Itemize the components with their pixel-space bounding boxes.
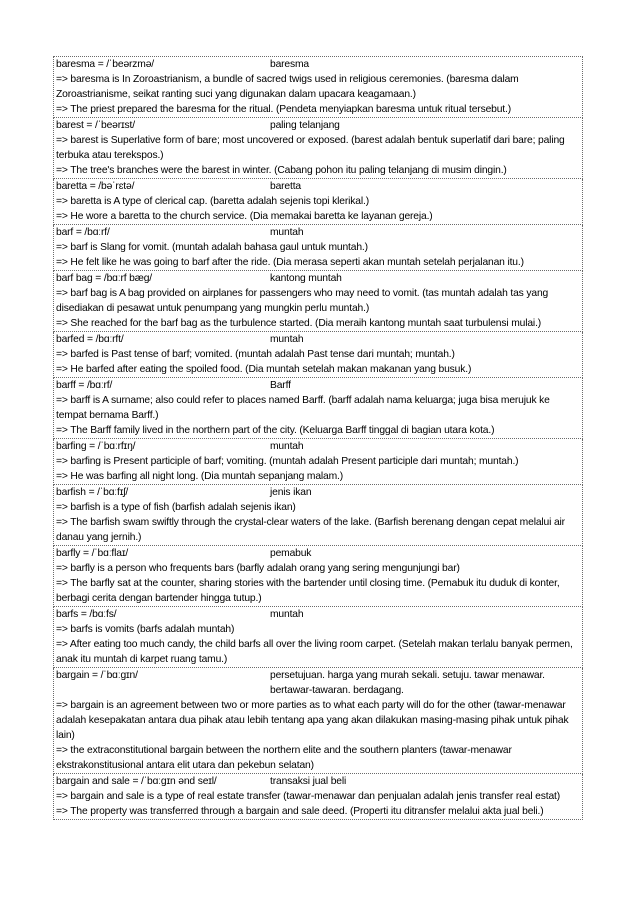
entry-term: bargain and sale = /ˈbɑːgɪn ənd seɪl/	[56, 776, 217, 787]
dictionary-entry	[53, 439, 583, 485]
entry-term: baresma = /ˈbeərzmə/	[56, 59, 155, 70]
dictionary-entry	[53, 546, 583, 607]
entry-definition: => barf bag is A bag provided on airplanes for passengers who may need to vomit. (tas muntah adalah tas yang disediakan di pesawat untuk penumpang yang mungkin perlu muntah.)	[56, 288, 549, 314]
dictionary-entry	[53, 118, 583, 179]
entry-header	[56, 439, 580, 454]
dictionary-entry	[53, 179, 583, 225]
entry-term: barest = /ˈbeərɪst/	[56, 120, 135, 131]
dictionary-entry	[53, 271, 583, 332]
entry-translation: jenis ikan	[270, 487, 312, 498]
entry-definition: => bargain is an agreement between two or more parties as to what each party will do for the other (tawar-menawar adalah kesepakatan antara dua pihak atau lebih tentang apa yang akan dilakukan masing-masing pihak untuk pihak lain)	[56, 700, 569, 741]
entry-translation: paling telanjang	[270, 120, 340, 131]
entry-example: => The property was transferred through a bargain and sale deed. (Properti itu ditransfer melalui akta jual beli.)	[56, 806, 544, 817]
entry-example: => He felt like he was going to barf after the ride. (Dia merasa seperti akan muntah setelah perjalanan itu.)	[56, 257, 524, 268]
entry-header	[56, 332, 580, 347]
entry-header	[56, 57, 580, 72]
entry-term: barf = /bɑːrf/	[56, 227, 110, 238]
dictionary-entry	[53, 332, 583, 378]
entry-definition: => baresma is In Zoroastrianism, a bundle of sacred twigs used in religious ceremonies. (baresma dalam Zoroastrianisme, seikat ranting suci yang digunakan dalam upacara keagamaan.)	[56, 74, 519, 100]
entry-definition: => barfing is Present participle of barf; vomiting. (muntah adalah Present participle dari muntah; muntah.)	[56, 456, 519, 467]
entry-term: barfing = /ˈbɑːrfɪŋ/	[56, 441, 136, 452]
dictionary-entry	[53, 225, 583, 271]
entry-term: barf bag = /bɑːrf bæg/	[56, 273, 153, 284]
entry-translation: baresma	[270, 59, 310, 70]
entry-translation: persetujuan. harga yang murah sekali. setuju. tawar menawar. bertawar-tawaran. berdagang.	[270, 670, 545, 696]
entry-header	[56, 546, 580, 561]
entry-example: => the extraconstitutional bargain between the northern elite and the southern planters (tawar-menawar ekstrakonstitusional antara elit utara dan pekebun selatan)	[56, 745, 512, 771]
entry-definition: => barff is A surname; also could refer to places named Barff. (barff adalah nama keluarga; juga bisa merujuk ke tempat bernama Barff.)	[56, 395, 550, 421]
entry-definition: => barfed is Past tense of barf; vomited. (muntah adalah Past tense dari muntah; muntah.)	[56, 349, 455, 360]
entry-example: => He was barfing all night long. (Dia muntah sepanjang malam.)	[56, 471, 344, 482]
dictionary-entry	[53, 56, 583, 118]
entry-translation: transaksi jual beli	[270, 776, 347, 787]
entry-header	[56, 118, 580, 133]
entry-translation: kantong muntah	[270, 273, 342, 284]
dictionary-document	[53, 56, 583, 820]
dictionary-entry	[53, 485, 583, 546]
dictionary-entry	[53, 774, 583, 820]
entry-translation: muntah	[270, 609, 304, 620]
entry-term: barfly = /ˈbɑːflaɪ/	[56, 548, 129, 559]
entry-header	[56, 485, 580, 500]
entry-translation: Barff	[270, 380, 291, 391]
entry-translation: pemabuk	[270, 548, 312, 559]
entry-term: baretta = /bəˈrɛtə/	[56, 181, 135, 192]
entry-example: => The priest prepared the baresma for the ritual. (Pendeta menyiapkan baresma untuk ritual tersebut.)	[56, 104, 511, 115]
entry-example: => He wore a baretta to the church service. (Dia memakai baretta ke layanan gereja.)	[56, 211, 433, 222]
entry-term: bargain = /ˈbɑːgɪn/	[56, 670, 138, 681]
entry-translation: muntah	[270, 227, 304, 238]
entry-example: => The tree's branches were the barest in winter. (Cabang pohon itu paling telanjang di musim dingin.)	[56, 165, 507, 176]
entry-translation: muntah	[270, 334, 304, 345]
entry-term: barfish = /ˈbɑːfɪʃ/	[56, 487, 129, 498]
entry-definition: => barfish is a type of fish (barfish adalah sejenis ikan)	[56, 502, 296, 513]
entry-term: barff = /bɑːrf/	[56, 380, 113, 391]
entry-example: => After eating too much candy, the child barfs all over the living room carpet. (Setelah makan terlalu banyak permen, anak itu muntah di karpet ruang tamu.)	[56, 639, 573, 665]
entry-definition: => barfs is vomits (barfs adalah muntah)	[56, 624, 235, 635]
entry-definition: => barest is Superlative form of bare; most uncovered or exposed. (barest adalah bentuk superlatif dari bare; paling terbuka atau terekspos.)	[56, 135, 565, 161]
entry-definition: => bargain and sale is a type of real estate transfer (tawar-menawar dan penjualan adalah jenis transfer real estat)	[56, 791, 561, 802]
entry-translation: baretta	[270, 181, 302, 192]
entry-translation: muntah	[270, 441, 304, 452]
entry-term: barfed = /bɑːrft/	[56, 334, 124, 345]
dictionary-entry	[53, 378, 583, 439]
entry-header	[56, 774, 580, 789]
dictionary-entry	[53, 607, 583, 668]
entry-term: barfs = /bɑːfs/	[56, 609, 117, 620]
entry-example: => She reached for the barf bag as the turbulence started. (Dia meraih kantong muntah saat turbulensi mulai.)	[56, 318, 542, 329]
entry-definition: => barfly is a person who frequents bars (barfly adalah orang yang sering mengunjungi bar)	[56, 563, 460, 574]
entry-header	[56, 179, 580, 194]
entry-example: => The Barff family lived in the northern part of the city. (Keluarga Barff tinggal di bagian utara kota.)	[56, 425, 495, 436]
entry-example: => The barfly sat at the counter, sharing stories with the bartender until closing time. (Pemabuk itu duduk di konter, berbagi cerita dengan bartender hingga tutup.)	[56, 578, 560, 604]
entry-example: => The barfish swam swiftly through the crystal-clear waters of the lake. (Barfish berenang dengan cepat melalui air danau yang jernih.)	[56, 517, 565, 543]
entry-definition: => baretta is A type of clerical cap. (baretta adalah sejenis topi klerikal.)	[56, 196, 369, 207]
entry-header	[56, 271, 580, 286]
entry-example: => He barfed after eating the spoiled food. (Dia muntah setelah makan makanan yang busuk.)	[56, 364, 472, 375]
entry-header	[56, 668, 580, 698]
entry-header	[56, 378, 580, 393]
entry-header	[56, 225, 580, 240]
dictionary-entry	[53, 668, 583, 774]
entry-definition: => barf is Slang for vomit. (muntah adalah bahasa gaul untuk muntah.)	[56, 242, 368, 253]
entry-header	[56, 607, 580, 622]
